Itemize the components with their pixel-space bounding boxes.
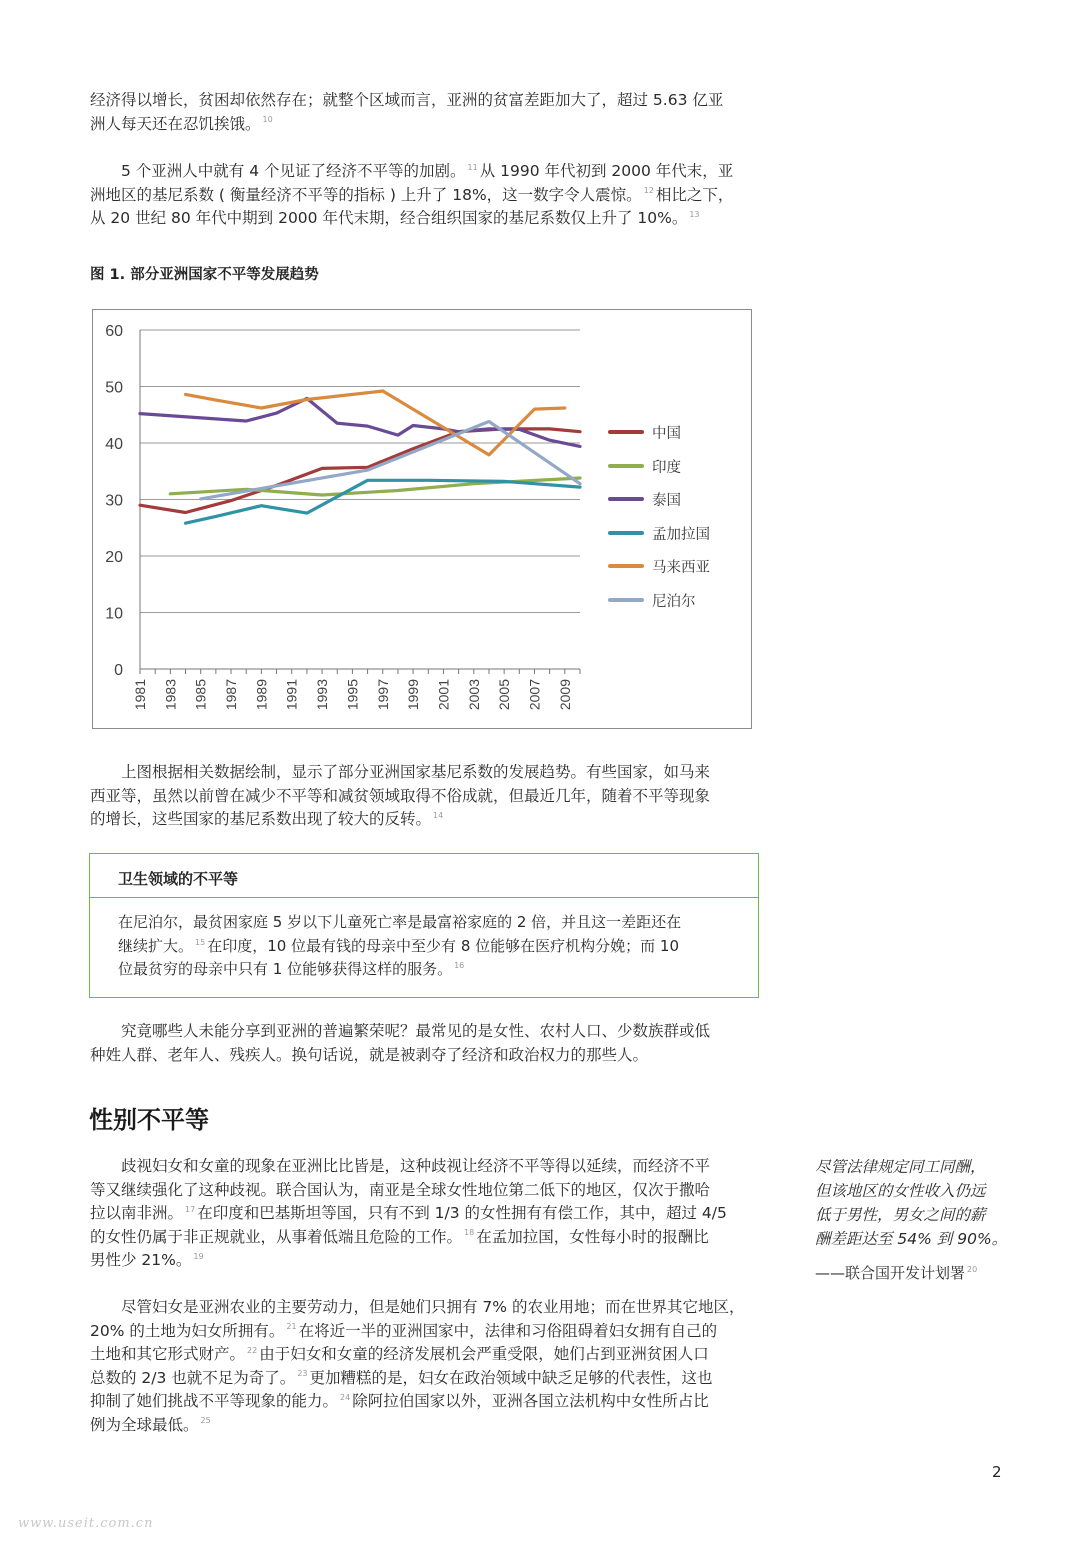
legend-label: 印度: [652, 459, 681, 476]
x-tick-label: 2001: [435, 679, 452, 711]
footnote-ref: 13: [689, 209, 700, 219]
x-tick-label: 2005: [496, 679, 513, 711]
page-number: 2: [992, 1463, 1002, 1481]
text-fragment: 更加糟糕的是，妇女在政治领域中缺乏足够的代表性，这也: [309, 1368, 713, 1387]
text-line: 等又继续强化了这种歧视。联合国认为，南亚是全球女性地位第二低下的地区，仅次于撒哈: [90, 1180, 711, 1199]
text-fragment: 20% 的土地为妇女所拥有。: [90, 1321, 285, 1340]
footnote-ref: 25: [200, 1416, 211, 1426]
text-line: [90, 1367, 762, 1391]
x-tick-label: 1989: [253, 679, 270, 711]
text-line: 在尼泊尔，最贫困家庭 5 岁以下儿童死亡率是最富裕家庭的 2 倍，并且这一差距还在: [118, 913, 682, 931]
text-fragment: 土地和其它形式财产。: [90, 1345, 246, 1363]
footnote-ref: 18: [464, 1228, 475, 1238]
y-tick-label: 50: [105, 379, 123, 397]
text-fragment: 在印度，10 位最有钱的母亲中至少有 8 位能够在医疗机构分娩；而 10: [207, 936, 679, 955]
legend-label: 马来西亚: [652, 560, 710, 576]
text-fragment: 从 20 世纪 80 年代中期到 2000 年代末期，经合组织国家的基尼系数仅上升了 10%。: [90, 209, 688, 227]
quote-line: 酬差距达至 54% 到 90%。: [815, 1230, 1008, 1248]
text-line: [90, 160, 762, 184]
series-line-孟加拉国: [186, 480, 581, 523]
line-chart: [93, 310, 751, 728]
x-tick-label: 1987: [223, 679, 240, 711]
legend-item: [608, 590, 748, 610]
text-line: [90, 184, 762, 208]
chart-container: [92, 309, 752, 729]
y-tick-label: 30: [105, 492, 123, 510]
box-header: [90, 854, 758, 898]
question-paragraph: [90, 1020, 762, 1067]
legend-swatch: [608, 464, 644, 468]
pull-quote: [815, 1155, 1015, 1251]
text-line: [90, 1390, 762, 1414]
legend-swatch: [608, 497, 644, 501]
footnote-ref: 11: [467, 162, 478, 172]
text-fragment: 例为全球最低。: [90, 1415, 199, 1434]
y-tick-label: 60: [105, 323, 123, 340]
y-tick-label: 10: [105, 605, 123, 623]
quote-line: 但该地区的女性收入仍远: [815, 1182, 986, 1200]
legend-swatch: [608, 598, 644, 602]
text-fragment: 在印度和巴基斯坦等国，只有不到 1/3 的女性拥有有偿工作，其中，超过 4/5: [197, 1204, 727, 1222]
legend-swatch: [608, 564, 644, 568]
text-line: [90, 207, 762, 231]
box-title: 卫生领域的不平等: [118, 870, 239, 888]
text-fragment: 总数的 2/3 也就不足为奇了。: [90, 1368, 296, 1387]
footnote-ref: 24: [340, 1392, 351, 1402]
footnote-ref: 15: [195, 937, 206, 947]
legend-label: 孟加拉国: [652, 526, 710, 543]
chart-description-paragraph: [90, 761, 762, 832]
text-fragment: 洲地区的基尼系数 ( 衡量经济不平等的指标 ) 上升了 18%，这一数字令人震惊。: [90, 185, 642, 204]
text-line: 究竟哪些人未能分享到亚洲的普遍繁荣呢？最常见的是女性、农村人口、少数族群或低: [121, 1022, 711, 1040]
text-line: [90, 113, 762, 137]
footnote-ref: 19: [193, 1251, 204, 1261]
quote-line: 低于男性，男女之间的薪: [815, 1206, 986, 1224]
legend-label: 尼泊尔: [652, 593, 696, 610]
health-inequality-box: [89, 853, 759, 998]
text-line: [90, 1249, 762, 1273]
legend-item: [608, 489, 748, 509]
text-fragment: 男性少 21%。: [90, 1251, 192, 1269]
footnote-ref: 12: [643, 186, 654, 196]
intro-paragraph-1: [90, 89, 762, 136]
footnote-ref: 20: [967, 1265, 978, 1274]
footnote-ref: 14: [433, 810, 444, 820]
text-line: [90, 808, 762, 832]
text-fragment: 在孟加拉国，女性每小时的报酬比: [476, 1227, 709, 1246]
legend-label: 泰国: [652, 493, 681, 509]
footnote-ref: 23: [297, 1369, 308, 1379]
text-line: 上图根据相关数据绘制，显示了部分亚洲国家基尼系数的发展趋势。有些国家，如马来: [121, 763, 711, 781]
legend-swatch: [608, 430, 644, 434]
text-line: [90, 1343, 762, 1367]
text-fragment: 5 个亚洲人中就有 4 个见证了经济不平等的加剧。: [121, 162, 466, 180]
footnote-ref: 21: [286, 1322, 297, 1332]
text-line: 经济得以增长，贫困却依然存在；就整个区域而言，亚洲的贫富差距加大了，超过 5.63 亿亚: [90, 91, 724, 109]
text-fragment: 相比之下，: [655, 185, 734, 204]
x-tick-label: 1983: [162, 679, 179, 711]
text-fragment: 从 1990 年代初到 2000 年代末，亚: [479, 162, 734, 180]
text-fragment: 的增长，这些国家的基尼系数出现了较大的反转。: [90, 810, 432, 828]
footnote-ref: 16: [454, 961, 465, 970]
footnote-ref: 10: [262, 115, 273, 125]
x-tick-label: 1981: [132, 679, 148, 711]
text-line: [118, 958, 738, 982]
text-line: [90, 1202, 762, 1226]
legend-item: [608, 556, 748, 576]
section-heading: 性别不平等: [89, 1106, 209, 1134]
text-fragment: 位最贫穷的母亲中只有 1 位能够获得这样的服务。: [118, 960, 453, 978]
text-fragment: 由于妇女和女童的经济发展机会严重受限，她们占到亚洲贫困人口: [259, 1345, 709, 1363]
x-tick-label: 1991: [283, 679, 300, 711]
text-fragment: 在将近一半的亚洲国家中，法律和习俗阻碍着妇女拥有自己的: [298, 1321, 718, 1340]
text-line: 尽管妇女是亚洲农业的主要劳动力，但是她们只拥有 7% 的农业用地；而在世界其它地区，: [121, 1298, 745, 1316]
gender-paragraph-1: [90, 1155, 762, 1273]
text-line: [90, 1226, 762, 1250]
x-tick-label: 2003: [465, 679, 482, 711]
text-line: 西亚等，虽然以前曾在减少不平等和减贫领域取得不俗成就，但最近几年，随着不平等现象: [90, 786, 711, 805]
box-body: [118, 911, 738, 982]
x-tick-label: 1985: [192, 679, 209, 711]
intro-paragraph-2: [90, 160, 762, 231]
legend-label: 中国: [652, 426, 681, 442]
x-tick-label: 1999: [405, 679, 422, 711]
footnote-ref: 22: [247, 1345, 258, 1355]
legend-item: [608, 456, 748, 476]
x-tick-label: 2007: [526, 679, 543, 711]
y-tick-label: 20: [105, 549, 123, 566]
text-fragment: 抑制了她们挑战不平等现象的能力。: [90, 1392, 339, 1410]
text-line: [90, 1320, 762, 1344]
text-fragment: 的女性仍属于非正规就业，从事着低端且危险的工作。: [90, 1227, 463, 1246]
series-line-马来西亚: [186, 391, 565, 455]
text-fragment: 继续扩大。: [118, 936, 194, 955]
legend-swatch: [608, 531, 644, 535]
text-fragment: 拉以南非洲。: [90, 1204, 184, 1222]
watermark: www.useit.com.cn: [18, 1516, 154, 1531]
x-tick-label: 1997: [374, 679, 391, 711]
y-tick-label: 40: [105, 436, 123, 453]
x-tick-label: 1993: [314, 679, 331, 711]
figure-title: 图 1. 部分亚洲国家不平等发展趋势: [90, 267, 319, 283]
text-line: 歧视妇女和女童的现象在亚洲比比皆是，这种歧视让经济不平等得以延续，而经济不平: [121, 1157, 711, 1175]
gender-paragraph-2: [90, 1296, 762, 1437]
footnote-ref: 17: [185, 1204, 196, 1214]
legend-item: [608, 422, 748, 442]
quote-source-text: ——联合国开发计划署: [815, 1264, 966, 1282]
quote-source: [815, 1262, 979, 1283]
legend-item: [608, 523, 748, 543]
text-fragment: 洲人每天还在忍饥挨饿。: [90, 114, 261, 133]
text-fragment: 除阿拉伯国家以外，亚洲各国立法机构中女性所占比: [352, 1392, 709, 1410]
text-line: 种姓人群、老年人、残疾人。换句话说，就是被剥夺了经济和政治权力的那些人。: [90, 1045, 649, 1064]
y-tick-label: 0: [114, 662, 123, 679]
quote-line: 尽管法律规定同工同酬，: [815, 1158, 986, 1176]
x-tick-label: 2009: [556, 679, 573, 711]
x-tick-label: 1995: [344, 679, 361, 711]
text-line: [118, 935, 738, 959]
text-line: [90, 1414, 762, 1438]
